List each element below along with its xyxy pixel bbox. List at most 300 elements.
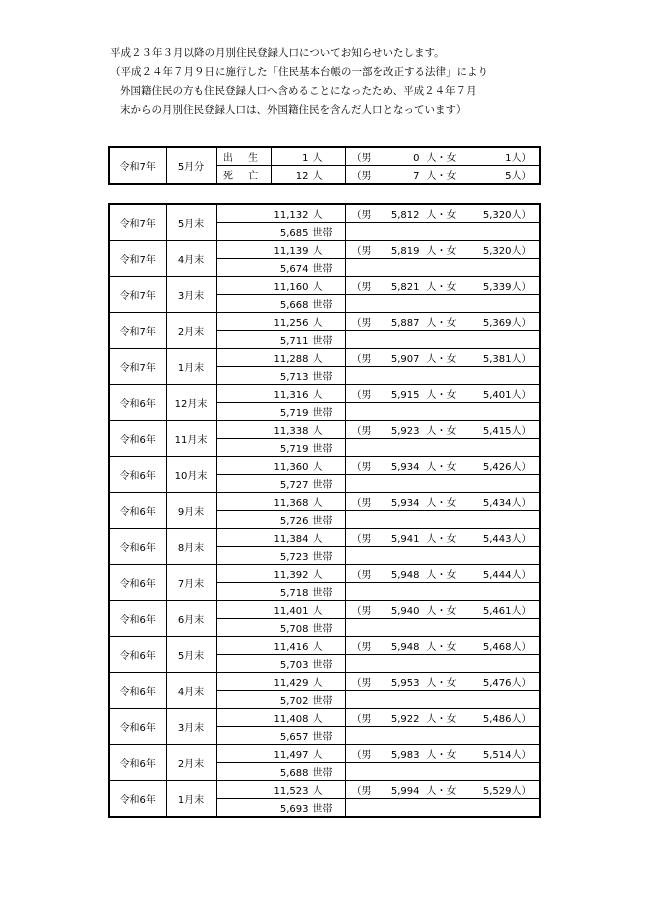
paren-male: （男 <box>351 318 372 329</box>
row-total <box>216 204 345 223</box>
row-total-unit: 人 <box>312 426 323 437</box>
row-total <box>216 313 345 331</box>
death-total-value: 12 <box>295 171 309 182</box>
row-breakdown <box>345 385 540 403</box>
birth-male: 0 <box>413 153 420 164</box>
row-female: 5,381 <box>482 354 512 365</box>
row-households-unit: 世帯 <box>312 804 333 815</box>
row-total-unit: 人 <box>312 390 323 401</box>
row-breakdown <box>345 565 540 583</box>
row-total-unit: 人 <box>312 354 323 365</box>
population-row <box>109 313 540 331</box>
row-total-value: 11,497 <box>273 750 309 761</box>
intro-line-2: （平成２４年７月９日に施行した「住民基本台帳の一部を改正する法律」により <box>110 66 488 78</box>
row-month: 5月末 <box>166 204 216 241</box>
row-households-unit: 世帯 <box>312 516 333 527</box>
row-total <box>216 745 345 763</box>
row-households <box>216 619 345 637</box>
row-male: 5,907 <box>390 354 420 365</box>
row-empty-cell <box>345 655 540 673</box>
row-households <box>216 475 345 493</box>
row-month: 1月末 <box>166 781 216 818</box>
row-empty-cell <box>345 547 540 565</box>
row-era: 令和7年 <box>109 241 166 277</box>
row-breakdown <box>345 781 540 799</box>
person-female: 人・女 <box>426 390 457 401</box>
row-total-value: 11,160 <box>273 282 309 293</box>
row-total-value: 11,523 <box>273 786 309 797</box>
intro-line-1: 平成２３年３月以降の月別住民登録人口についてお知らせいたします。 <box>110 47 445 59</box>
person-female: 人・女 <box>426 246 457 257</box>
row-month: 5月末 <box>166 637 216 673</box>
close: 人） <box>511 246 532 257</box>
row-households-value: 5,668 <box>279 300 309 311</box>
row-male: 5,812 <box>390 210 420 221</box>
row-male: 5,983 <box>390 750 420 761</box>
row-empty-cell <box>345 403 540 421</box>
population-row <box>109 781 540 799</box>
row-total <box>216 385 345 403</box>
row-households-unit: 世帯 <box>312 408 333 419</box>
row-era: 令和7年 <box>109 349 166 385</box>
row-households-value: 5,657 <box>279 732 309 743</box>
row-households <box>216 331 345 349</box>
row-male: 5,941 <box>390 534 420 545</box>
row-total-unit: 人 <box>312 714 323 725</box>
population-row <box>109 565 540 583</box>
row-month: 4月末 <box>166 673 216 709</box>
population-row <box>109 385 540 403</box>
row-total-value: 11,132 <box>273 210 309 221</box>
row-era: 令和6年 <box>109 565 166 601</box>
close: 人） <box>511 642 532 653</box>
row-male: 5,934 <box>390 498 420 509</box>
row-total-value: 11,256 <box>273 318 309 329</box>
row-breakdown <box>345 493 540 511</box>
row-households <box>216 655 345 673</box>
close: 人） <box>511 714 532 725</box>
row-empty-cell <box>345 439 540 457</box>
row-total <box>216 781 345 799</box>
row-breakdown <box>345 204 540 223</box>
person-female: 人・女 <box>426 750 457 761</box>
row-male: 5,948 <box>390 570 420 581</box>
row-households-value: 5,674 <box>279 264 309 275</box>
row-month: 6月末 <box>166 601 216 637</box>
row-male: 5,948 <box>390 642 420 653</box>
row-households-unit: 世帯 <box>312 768 333 779</box>
row-breakdown <box>345 745 540 763</box>
death-total-unit: 人 <box>312 171 323 182</box>
row-total-unit: 人 <box>312 462 323 473</box>
row-empty-cell <box>345 511 540 529</box>
row-households-value: 5,703 <box>279 660 309 671</box>
row-month: 3月末 <box>166 277 216 313</box>
row-total <box>216 277 345 295</box>
paren-male: （男 <box>351 498 372 509</box>
row-total-value: 11,416 <box>273 642 309 653</box>
row-total-unit: 人 <box>312 570 323 581</box>
row-total-unit: 人 <box>312 750 323 761</box>
population-row <box>109 637 540 655</box>
row-households-value: 5,719 <box>279 444 309 455</box>
person-female: 人・女 <box>426 318 457 329</box>
row-total-unit: 人 <box>312 282 323 293</box>
row-households-value: 5,711 <box>279 336 309 347</box>
row-era: 令和6年 <box>109 529 166 565</box>
row-empty-cell <box>345 799 540 818</box>
paren-male: （男 <box>351 426 372 437</box>
row-total-value: 11,360 <box>273 462 309 473</box>
person-female: 人・女 <box>426 606 457 617</box>
row-households-unit: 世帯 <box>312 732 333 743</box>
row-households <box>216 511 345 529</box>
row-households <box>216 691 345 709</box>
row-total-value: 11,288 <box>273 354 309 365</box>
row-era: 令和6年 <box>109 493 166 529</box>
row-male: 5,934 <box>390 462 420 473</box>
person-female: 人・女 <box>426 153 457 164</box>
person-female: 人・女 <box>426 498 457 509</box>
row-total-value: 11,408 <box>273 714 309 725</box>
row-households-value: 5,723 <box>279 552 309 563</box>
row-female: 5,461 <box>482 606 512 617</box>
row-households <box>216 727 345 745</box>
paren-male: （男 <box>351 354 372 365</box>
row-total <box>216 241 345 259</box>
close: 人） <box>511 210 532 221</box>
row-households-unit: 世帯 <box>312 300 333 311</box>
row-total <box>216 565 345 583</box>
death-total <box>271 166 345 185</box>
paren-male: （男 <box>351 786 372 797</box>
row-households <box>216 367 345 385</box>
row-month: 1月末 <box>166 349 216 385</box>
row-total-value: 11,392 <box>273 570 309 581</box>
paren-male: （男 <box>351 606 372 617</box>
row-households <box>216 583 345 601</box>
row-total <box>216 457 345 475</box>
person-female: 人・女 <box>426 210 457 221</box>
row-female: 5,486 <box>482 714 512 725</box>
row-female: 5,426 <box>482 462 512 473</box>
row-households-unit: 世帯 <box>312 696 333 707</box>
row-households <box>216 295 345 313</box>
row-breakdown <box>345 529 540 547</box>
close: 人） <box>511 318 532 329</box>
row-total <box>216 493 345 511</box>
birth-label: 出 生 <box>216 147 271 166</box>
population-rows <box>109 204 540 817</box>
row-households <box>216 439 345 457</box>
row-female: 5,514 <box>482 750 512 761</box>
row-month: 11月末 <box>166 421 216 457</box>
paren-male: （男 <box>351 534 372 545</box>
close: 人） <box>511 534 532 545</box>
row-female: 5,443 <box>482 534 512 545</box>
row-male: 5,940 <box>390 606 420 617</box>
person-female: 人・女 <box>426 426 457 437</box>
person-female: 人・女 <box>426 570 457 581</box>
row-breakdown <box>345 313 540 331</box>
row-total-unit: 人 <box>312 498 323 509</box>
population-row <box>109 421 540 439</box>
close: 人） <box>511 498 532 509</box>
row-female: 5,369 <box>482 318 512 329</box>
row-male: 5,923 <box>390 426 420 437</box>
paren-male: （男 <box>351 750 372 761</box>
paren-male: （男 <box>351 246 372 257</box>
death-male: 7 <box>413 171 420 182</box>
row-total <box>216 637 345 655</box>
row-breakdown <box>345 637 540 655</box>
row-empty-cell <box>345 331 540 349</box>
close: 人） <box>511 171 532 182</box>
row-households-value: 5,685 <box>279 228 309 239</box>
population-row <box>109 601 540 619</box>
row-era: 令和6年 <box>109 709 166 745</box>
row-month: 2月末 <box>166 313 216 349</box>
person-female: 人・女 <box>426 642 457 653</box>
row-empty-cell <box>345 367 540 385</box>
row-era: 令和6年 <box>109 745 166 781</box>
row-male: 5,887 <box>390 318 420 329</box>
person-female: 人・女 <box>426 678 457 689</box>
row-male: 5,915 <box>390 390 420 401</box>
row-households-value: 5,708 <box>279 624 309 635</box>
row-month: 9月末 <box>166 493 216 529</box>
birth-row <box>109 147 540 166</box>
row-month: 12月末 <box>166 385 216 421</box>
row-breakdown <box>345 457 540 475</box>
birth-total-unit: 人 <box>312 153 323 164</box>
row-total-value: 11,338 <box>273 426 309 437</box>
row-month: 8月末 <box>166 529 216 565</box>
row-breakdown <box>345 277 540 295</box>
person-female: 人・女 <box>426 534 457 545</box>
row-total <box>216 349 345 367</box>
population-row <box>109 529 540 547</box>
row-male: 5,953 <box>390 678 420 689</box>
row-total-unit: 人 <box>312 318 323 329</box>
bd-era: 令和7年 <box>109 147 166 184</box>
row-households-unit: 世帯 <box>312 660 333 671</box>
intro-line-3: 外国籍住民の方も住民登録人口へ含めることになったため、平成２４年７月 <box>120 85 477 97</box>
close: 人） <box>511 462 532 473</box>
row-female: 5,468 <box>482 642 512 653</box>
row-male: 5,994 <box>390 786 420 797</box>
row-female: 5,434 <box>482 498 512 509</box>
row-households <box>216 403 345 421</box>
row-households-unit: 世帯 <box>312 480 333 491</box>
row-empty-cell <box>345 727 540 745</box>
row-female: 5,444 <box>482 570 512 581</box>
row-total-unit: 人 <box>312 642 323 653</box>
paren-male: （男 <box>351 153 372 164</box>
close: 人） <box>511 282 532 293</box>
row-month: 3月末 <box>166 709 216 745</box>
row-households <box>216 547 345 565</box>
row-empty-cell <box>345 223 540 241</box>
paren-male: （男 <box>351 678 372 689</box>
row-households <box>216 259 345 277</box>
row-total-unit: 人 <box>312 246 323 257</box>
birth-total-value: 1 <box>302 153 309 164</box>
close: 人） <box>511 570 532 581</box>
row-households-value: 5,693 <box>279 804 309 815</box>
row-breakdown <box>345 421 540 439</box>
row-month: 4月末 <box>166 241 216 277</box>
bd-month: 5月分 <box>166 147 216 184</box>
row-era: 令和6年 <box>109 637 166 673</box>
row-female: 5,415 <box>482 426 512 437</box>
row-households-unit: 世帯 <box>312 372 333 383</box>
row-households-unit: 世帯 <box>312 264 333 275</box>
row-total-value: 11,429 <box>273 678 309 689</box>
paren-male: （男 <box>351 210 372 221</box>
row-households <box>216 763 345 781</box>
population-row <box>109 493 540 511</box>
row-total-unit: 人 <box>312 786 323 797</box>
row-era: 令和6年 <box>109 385 166 421</box>
birth-total <box>271 147 345 166</box>
row-households-value: 5,727 <box>279 480 309 491</box>
population-table <box>108 203 541 818</box>
row-era: 令和7年 <box>109 277 166 313</box>
row-total <box>216 421 345 439</box>
row-total-unit: 人 <box>312 678 323 689</box>
row-female: 5,320 <box>482 246 512 257</box>
births-deaths-table <box>108 146 541 185</box>
row-total-value: 11,368 <box>273 498 309 509</box>
row-month: 2月末 <box>166 745 216 781</box>
row-era: 令和7年 <box>109 204 166 241</box>
row-households-unit: 世帯 <box>312 444 333 455</box>
birth-breakdown <box>345 147 540 166</box>
birth-female: 1 <box>505 153 512 164</box>
row-total-unit: 人 <box>312 210 323 221</box>
row-total <box>216 601 345 619</box>
row-total-value: 11,401 <box>273 606 309 617</box>
row-total-unit: 人 <box>312 534 323 545</box>
row-households-value: 5,726 <box>279 516 309 527</box>
row-empty-cell <box>345 619 540 637</box>
row-breakdown <box>345 349 540 367</box>
person-female: 人・女 <box>426 282 457 293</box>
person-female: 人・女 <box>426 462 457 473</box>
person-female: 人・女 <box>426 714 457 725</box>
close: 人） <box>511 153 532 164</box>
row-households-value: 5,688 <box>279 768 309 779</box>
row-empty-cell <box>345 259 540 277</box>
row-female: 5,476 <box>482 678 512 689</box>
person-female: 人・女 <box>426 171 457 182</box>
row-households-unit: 世帯 <box>312 336 333 347</box>
row-households-unit: 世帯 <box>312 624 333 635</box>
row-era: 令和6年 <box>109 601 166 637</box>
row-total <box>216 529 345 547</box>
death-label: 死 亡 <box>216 166 271 185</box>
close: 人） <box>511 606 532 617</box>
row-male: 5,819 <box>390 246 420 257</box>
close: 人） <box>511 426 532 437</box>
paren-male: （男 <box>351 171 372 182</box>
row-breakdown <box>345 673 540 691</box>
row-total-value: 11,384 <box>273 534 309 545</box>
row-male: 5,922 <box>390 714 420 725</box>
row-female: 5,529 <box>482 786 512 797</box>
row-month: 7月末 <box>166 565 216 601</box>
row-era: 令和7年 <box>109 313 166 349</box>
close: 人） <box>511 786 532 797</box>
population-row <box>109 709 540 727</box>
row-households-value: 5,713 <box>279 372 309 383</box>
population-row <box>109 673 540 691</box>
paren-male: （男 <box>351 282 372 293</box>
row-empty-cell <box>345 763 540 781</box>
row-breakdown <box>345 709 540 727</box>
row-households-unit: 世帯 <box>312 228 333 239</box>
population-row <box>109 349 540 367</box>
row-households-unit: 世帯 <box>312 588 333 599</box>
row-female: 5,320 <box>482 210 512 221</box>
row-month: 10月末 <box>166 457 216 493</box>
row-households-value: 5,719 <box>279 408 309 419</box>
row-breakdown <box>345 601 540 619</box>
person-female: 人・女 <box>426 354 457 365</box>
population-row <box>109 241 540 259</box>
population-row <box>109 745 540 763</box>
row-empty-cell <box>345 583 540 601</box>
paren-male: （男 <box>351 642 372 653</box>
population-row <box>109 204 540 223</box>
row-households <box>216 223 345 241</box>
row-female: 5,401 <box>482 390 512 401</box>
row-total <box>216 709 345 727</box>
paren-male: （男 <box>351 462 372 473</box>
death-female: 5 <box>505 171 512 182</box>
row-era: 令和6年 <box>109 421 166 457</box>
row-total-value: 11,139 <box>273 246 309 257</box>
row-empty-cell <box>345 475 540 493</box>
paren-male: （男 <box>351 570 372 581</box>
death-breakdown <box>345 166 540 185</box>
row-male: 5,821 <box>390 282 420 293</box>
paren-male: （男 <box>351 714 372 725</box>
row-households-unit: 世帯 <box>312 552 333 563</box>
close: 人） <box>511 354 532 365</box>
population-row <box>109 277 540 295</box>
paren-male: （男 <box>351 390 372 401</box>
close: 人） <box>511 678 532 689</box>
intro-text <box>110 44 488 120</box>
row-households <box>216 799 345 818</box>
population-row <box>109 457 540 475</box>
close: 人） <box>511 750 532 761</box>
row-total-value: 11,316 <box>273 390 309 401</box>
person-female: 人・女 <box>426 786 457 797</box>
row-era: 令和6年 <box>109 673 166 709</box>
intro-line-4: 末からの月別住民登録人口は、外国籍住民を含んだ人口となっています） <box>120 104 467 116</box>
row-era: 令和6年 <box>109 457 166 493</box>
row-total <box>216 673 345 691</box>
row-empty-cell <box>345 691 540 709</box>
row-households-value: 5,718 <box>279 588 309 599</box>
row-households-value: 5,702 <box>279 696 309 707</box>
close: 人） <box>511 390 532 401</box>
row-era: 令和6年 <box>109 781 166 818</box>
row-breakdown <box>345 241 540 259</box>
